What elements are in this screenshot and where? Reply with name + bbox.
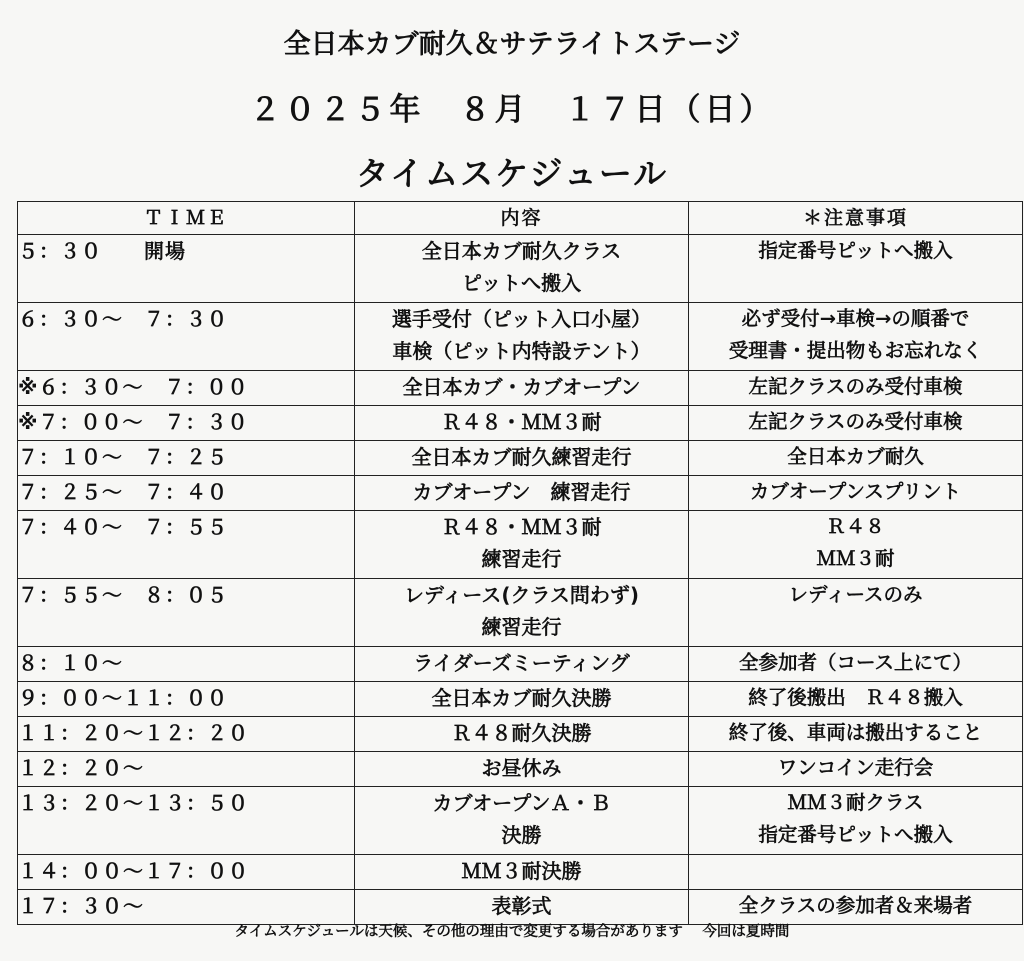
schedule-body [18,235,1023,925]
event-date: ２０２５年 ８月 １７日（日） [249,92,775,128]
time-cell: ※７：００～ ７：３０ [18,406,355,441]
note-cell [689,855,1023,890]
schedule-title: タイムスケジュール [355,154,669,193]
content-cell: Ｒ４８・ＭＭ３耐 [355,406,689,441]
content-cell: レディース(クラス問わず) 練習走行 [355,579,689,647]
column-header-time: ＴＩＭＥ [18,202,355,235]
note-cell: 必ず受付→車検→の順番で 受理書・提出物もお忘れなく [689,303,1023,371]
content-cell: 選手受付（ピット入口小屋） 車検（ピット内特設テント） [355,303,689,371]
note-cell: レディースのみ [689,579,1023,647]
table-row [18,752,1023,787]
table-row [18,371,1023,406]
content-cell: カブオープンＡ・Ｂ 決勝 [355,787,689,855]
time-cell: １７：３０～ [18,890,355,925]
content-cell: お昼休み [355,752,689,787]
table-row [18,647,1023,682]
time-cell: ９：００～１１：００ [18,682,355,717]
table-header-row [18,202,1023,235]
note-cell: ＭＭ３耐クラス 指定番号ピットへ搬入 [689,787,1023,855]
column-header-notes: ＊注意事項 [689,202,1023,235]
content-cell: Ｒ４８・ＭＭ３耐 練習走行 [355,511,689,579]
footnote: タイムスケジュールは天候、その他の理由で変更する場合があります 今回は夏時間 [234,924,790,940]
table-row [18,476,1023,511]
table-row [18,855,1023,890]
note-cell: Ｒ４８ ＭＭ３耐 [689,511,1023,579]
table-row [18,682,1023,717]
content-cell: ＭＭ３耐決勝 [355,855,689,890]
table-row [18,787,1023,855]
time-cell: ７：４０～ ７：５５ [18,511,355,579]
table-row [18,303,1023,371]
content-cell: 全日本カブ耐久決勝 [355,682,689,717]
content-cell: 全日本カブ耐久クラス ピットへ搬入 [355,235,689,303]
time-cell: ６：３０～ ７：３０ [18,303,355,371]
table-row [18,441,1023,476]
note-cell: 全参加者（コース上にて） [689,647,1023,682]
time-cell: １４：００～１７：００ [18,855,355,890]
note-cell: カブオープンスプリント [689,476,1023,511]
note-cell: ワンコイン走行会 [689,752,1023,787]
note-cell: 指定番号ピットへ搬入 [689,235,1023,303]
note-cell: 全クラスの参加者＆来場者 [689,890,1023,925]
note-cell: 全日本カブ耐久 [689,441,1023,476]
time-cell: ※６：３０～ ７：００ [18,371,355,406]
time-cell: １１：２０～１２：２０ [18,717,355,752]
event-title: 全日本カブ耐久＆サテライトステージ [283,29,741,60]
table-row [18,579,1023,647]
time-cell: １３：２０～１３：５０ [18,787,355,855]
table-row [18,235,1023,303]
time-cell: ７：５５～ ８：０５ [18,579,355,647]
column-header-content: 内容 [355,202,689,235]
note-cell: 終了後、車両は搬出すること [689,717,1023,752]
content-cell: 表彰式 [355,890,689,925]
table-row [18,511,1023,579]
content-cell: ライダーズミーティング [355,647,689,682]
time-cell: ５：３０ 開場 [18,235,355,303]
note-cell: 終了後搬出 Ｒ４８搬入 [689,682,1023,717]
content-cell: 全日本カブ耐久練習走行 [355,441,689,476]
note-cell: 左記クラスのみ受付車検 [689,371,1023,406]
time-cell: ７：２５～ ７：４０ [18,476,355,511]
time-cell: ８：１０～ [18,647,355,682]
table-row [18,717,1023,752]
schedule-table [17,201,1023,925]
note-cell: 左記クラスのみ受付車検 [689,406,1023,441]
content-cell: カブオープン 練習走行 [355,476,689,511]
table-row [18,406,1023,441]
time-cell: １２：２０～ [18,752,355,787]
time-cell: ７：１０～ ７：２５ [18,441,355,476]
content-cell: 全日本カブ・カブオープン [355,371,689,406]
content-cell: Ｒ４８耐久決勝 [355,717,689,752]
